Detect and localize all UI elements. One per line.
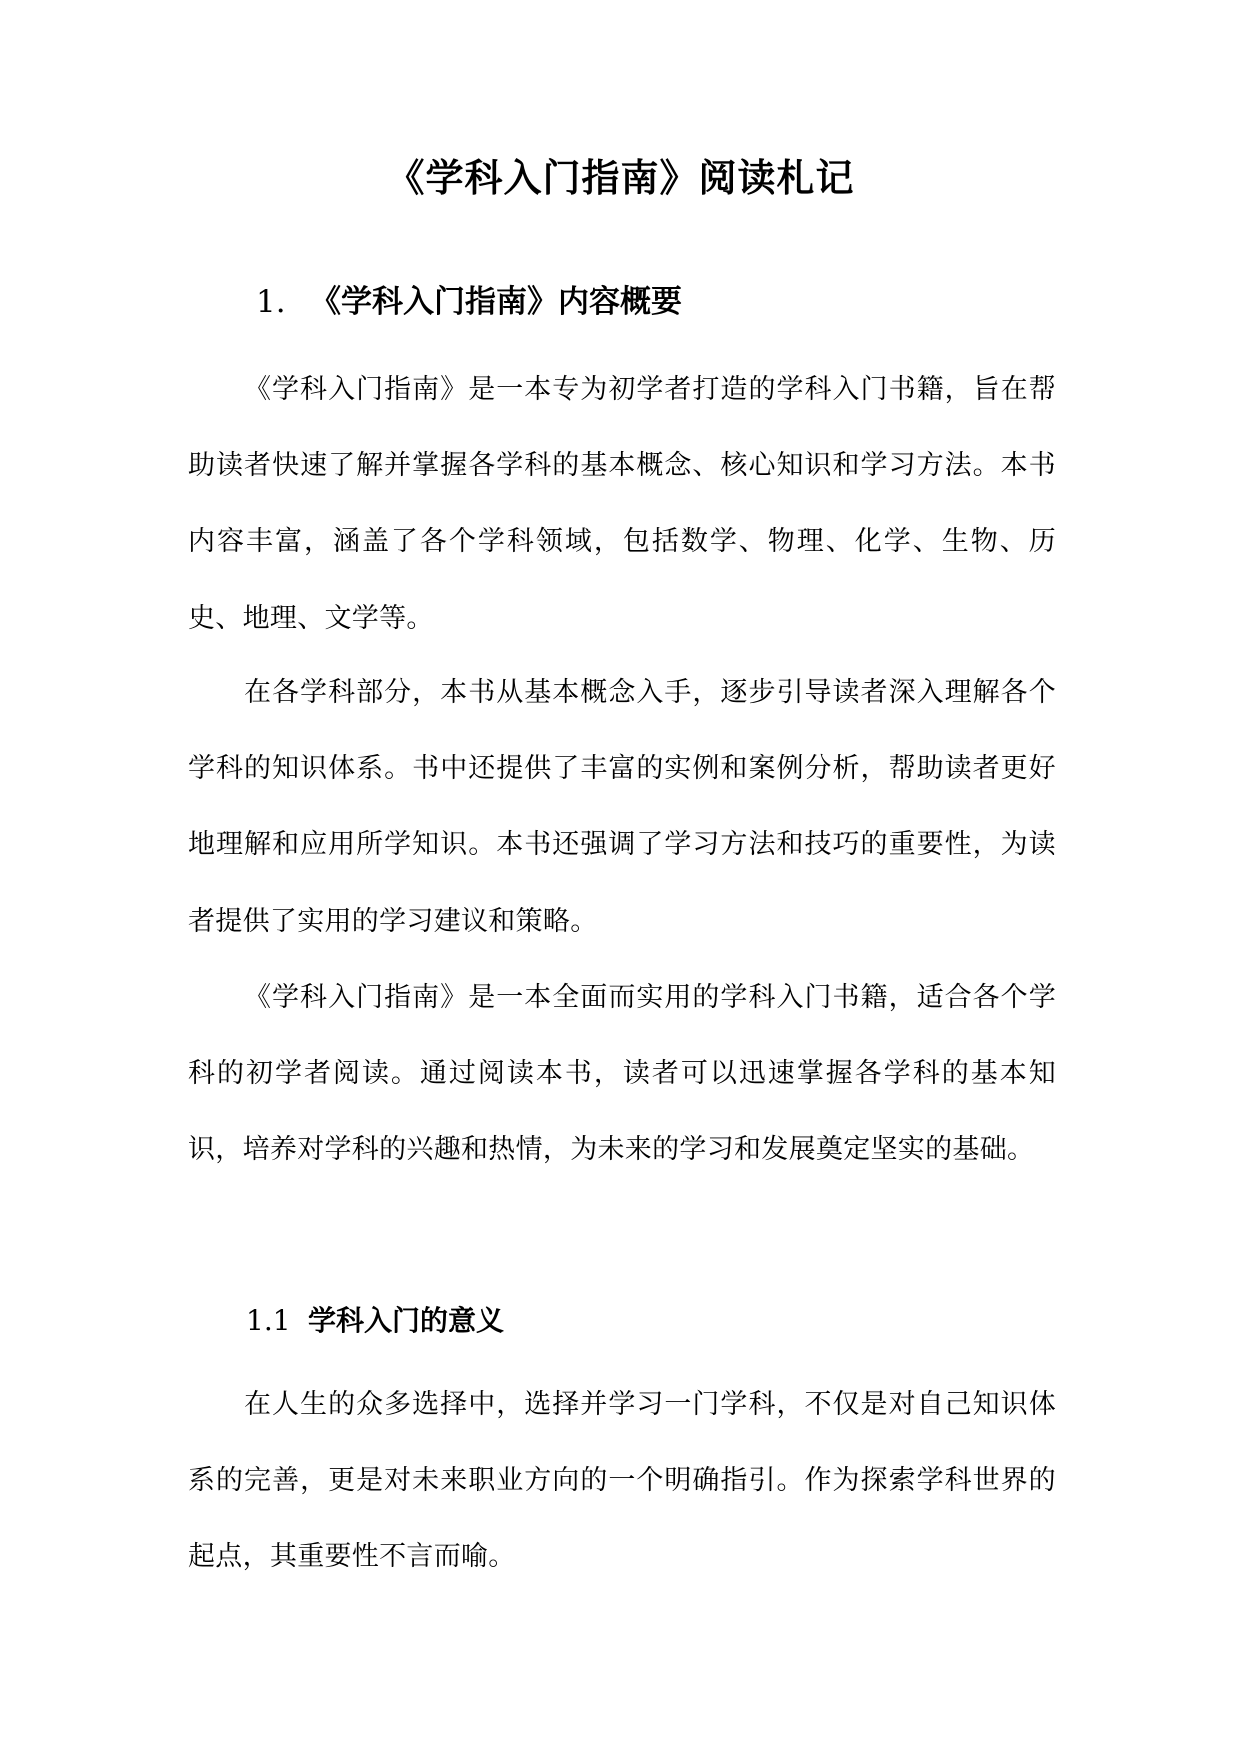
paragraph-overview-1: 《学科入门指南》是一本专为初学者打造的学科入门书籍，旨在帮助读者快速了解并掌握各学科的基本概念、核心知识和学习方法。本书内容丰富，涵盖了各个学科领域，包括数学、物理、化学、生物、历史、地理、文学等。 (188, 374, 1056, 634)
paragraph-overview-3: 《学科入门指南》是一本全面而实用的学科入门书籍，适合各个学科的初学者阅读。通过阅读本书，读者可以迅速掌握各学科的基本知识，培养对学科的兴趣和热情，为未来的学习和发展奠定坚实的基础。 (188, 982, 1056, 1166)
section-number: 1. (256, 284, 286, 320)
section-heading-text: 《学科入门指南》内容概要 (310, 284, 682, 320)
subsection-heading-text: 学科入门的意义 (308, 1304, 505, 1337)
paragraph-significance-1: 在人生的众多选择中，选择并学习一门学科，不仅是对自己知识体系的完善，更是对未来职业方向的一个明确指引。作为探索学科世界的起点，其重要性不言而喻。 (188, 1389, 1056, 1573)
subsection-heading-1-1 (246, 1301, 504, 1341)
document-title: 《学科入门指南》阅读札记 (386, 156, 855, 200)
section-heading-1 (256, 280, 682, 324)
paragraph-overview-2: 在各学科部分，本书从基本概念入手，逐步引导读者深入理解各个学科的知识体系。书中还提供了丰富的实例和案例分析，帮助读者更好地理解和应用所学知识。本书还强调了学习方法和技巧的重要性，为读者提供了实用的学习建议和策略。 (188, 677, 1056, 937)
subsection-number: 1.1 (246, 1304, 291, 1337)
